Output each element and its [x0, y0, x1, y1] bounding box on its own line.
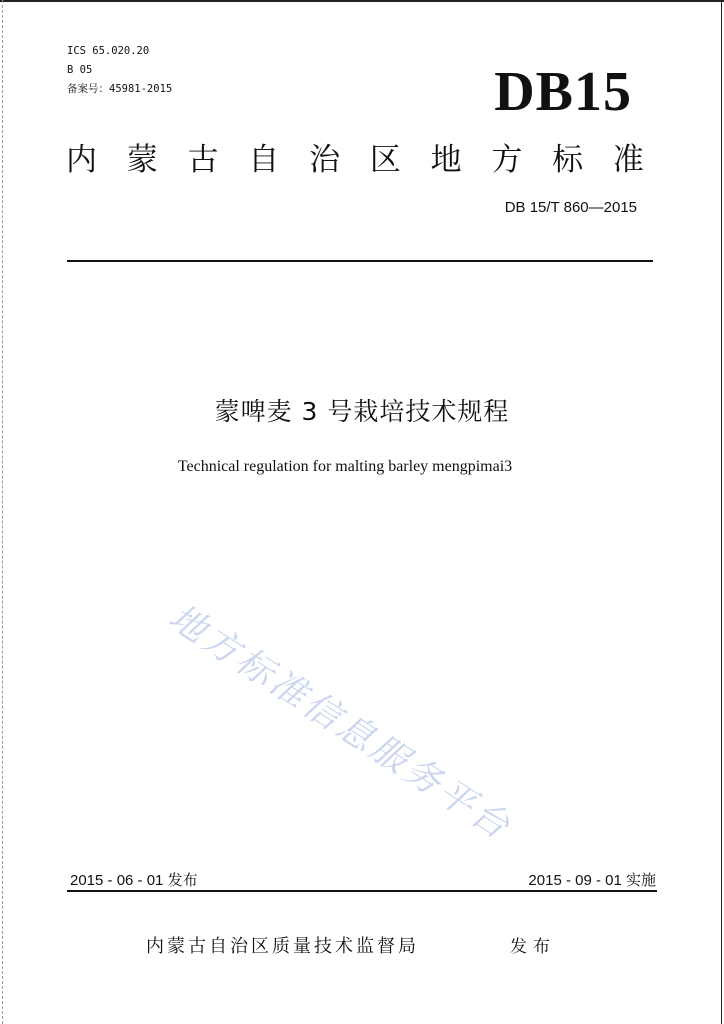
chinese-title: 蒙啤麦 3 号栽培技术规程 [214, 397, 510, 426]
org-title-char: 地 [430, 142, 462, 178]
ics-code: ICS 65.020.20 [67, 45, 150, 57]
db15-logo: DB15 [494, 61, 632, 123]
org-title-char: 标 [552, 142, 584, 178]
ccs-code: B 05 [67, 64, 93, 76]
classification-block [67, 42, 172, 99]
issue-label: 发布 [510, 937, 556, 957]
header-divider [67, 260, 653, 262]
org-standard-title [66, 140, 644, 180]
standard-number: DB 15/T 860—2015 [504, 199, 637, 216]
org-title-char: 准 [612, 142, 644, 178]
watermark: 地方标准信息服务平台 [161, 596, 520, 849]
org-title-char: 蒙 [126, 142, 158, 178]
publish-date: 2015 - 06 - 01 发布 [70, 872, 198, 889]
page-right-border [721, 0, 722, 1024]
org-title-char: 方 [491, 142, 523, 178]
issuing-authority: 内蒙古自治区质量技术监督局 [146, 936, 419, 957]
org-title-char: 古 [187, 142, 219, 178]
org-title-char: 内 [66, 142, 97, 178]
implement-date: 2015 - 09 - 01 实施 [528, 872, 656, 889]
org-title-char: 自 [248, 142, 280, 178]
footer-divider [67, 890, 657, 892]
filing-number: 备案号：45981-2015 [67, 83, 173, 95]
scan-left-edge [2, 0, 3, 1024]
english-title: Technical regulation for malting barley mengpimai3 [177, 458, 513, 475]
org-title-char: 区 [369, 142, 401, 178]
page-top-border [0, 0, 724, 2]
org-title-char: 治 [309, 142, 341, 178]
